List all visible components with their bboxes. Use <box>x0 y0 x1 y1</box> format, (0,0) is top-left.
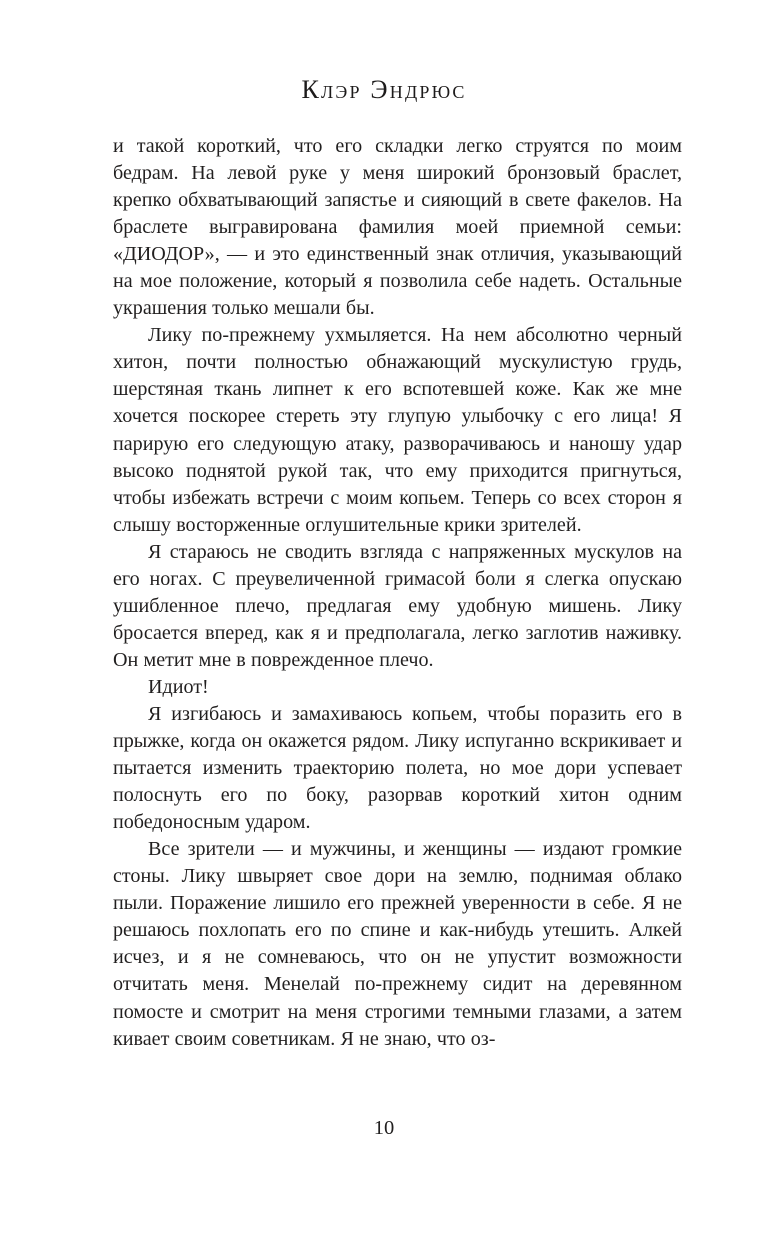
body-text-block <box>113 133 682 1053</box>
paragraph: Я стараюсь не сводить взгляда с напряженных мускулов на его ногах. С преувеличенной гримасой боли я слегка опускаю ушибленное плечо, предлагая ему удобную мишень. Лику бросается вперед, как я и предполагала, легко заглотив наживку. Он метит мне в поврежденное плечо. <box>113 540 682 671</box>
page-number: 10 <box>373 1117 395 1139</box>
paragraph: Я изгибаюсь и замахиваюсь копьем, чтобы поразить его в прыжке, когда он окажется рядом. Лику испуганно вскрикивает и пытается изменить траекторию полета, но мое дори успевает полоснуть его по боку, разорвав короткий хитон одним победоносным ударом. <box>113 702 682 834</box>
paragraph: Все зрители — и мужчины, и женщины — издают громкие стоны. Лику швыряет свое дори на землю, поднимая облако пыли. Поражение лишило его прежней уверенности в себе. Я не решаюсь похлопать его по спине и как-нибудь утешить. Алкей исчез, и я не сомневаюсь, что он не упустит возможности отчитать меня. Менелай по-прежнему сидит на деревянном помосте и смотрит на меня строгими темными глазами, а затем кивает своим советникам. Я не знаю, что оз- <box>113 838 682 1050</box>
paragraph: Идиот! <box>148 675 209 698</box>
running-head-author: Клэр Эндрюс <box>301 75 467 104</box>
paragraph: Лику по-прежнему ухмыляется. На нем абсолютно черный хитон, почти полностью обнажающий мускулистую грудь, шерстяная ткань липнет к его вспотевшей коже. Как же мне хочется поскорее стереть эту глупую улыбочку с его лица! Я парирую его следующую атаку, разворачиваюсь и наношу удар высоко поднятой рукой так, что ему приходится пригнуться, чтобы избежать встречи с моим копьем. Теперь со всех сторон я слышу восторженные оглушительные крики зрителей. <box>113 324 682 536</box>
paragraph: и такой короткий, что его складки легко струятся по моим бедрам. На левой руке у меня широкий бронзовый браслет, крепко обхватывающий запястье и сияющий в свете факелов. На браслете выгравирована фамилия моей приемной семьи: «ДИОДОР», — и это единственный знак отличия, указывающий на мое положение, который я позволила себе надеть. Остальные украшения только мешали бы. <box>113 135 682 320</box>
